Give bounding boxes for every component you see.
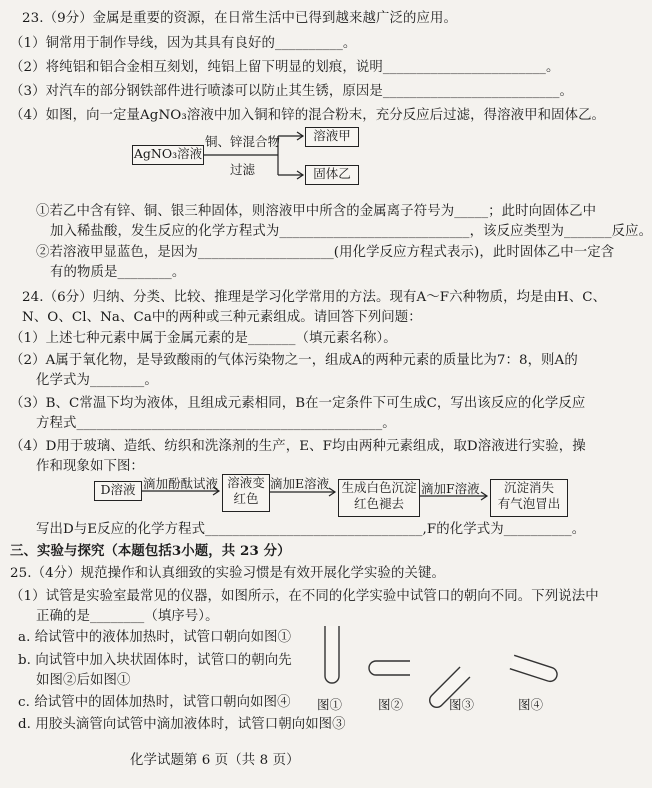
agno3-solution-box: AgNO₃溶液 (132, 145, 204, 165)
q25-title: 25.（4分）规范操作和认真细致的实验习惯是有效开展化学实验的关键。 (10, 566, 445, 581)
q23-sub2a: ②若溶液甲显蓝色，是因为____________________(用化学反应方程式表示)，此时固体乙中一定含 (36, 245, 615, 260)
add-phenolphthalein-label: 滴加酚酞试液 (143, 476, 219, 491)
q23-part3: （3）对汽车的部分钢铁部件进行喷漆可以防止其生锈，原因是__________________________。 (10, 84, 574, 99)
add-e-label: 滴加E溶液 (270, 476, 330, 491)
mixture-label: 铜、锌混合物 (205, 134, 281, 149)
q23-sub2b: 有的物质是________。 (50, 265, 186, 280)
q24-part3b: 方程式_____________________________________________。 (36, 416, 396, 431)
solid-yi-box: 固体乙 (305, 165, 359, 185)
test-tube-upright-icon (325, 626, 339, 683)
q25-option-c: c. 给试管中的固体加热时，试管口朝向如图④ (18, 695, 291, 710)
q25-part1b: 正确的是________（填序号）。 (36, 609, 219, 624)
q23-sub1b: 加入稀盐酸，发生反应的化学方程式为____________________________，该反应类型为_______反应。 (50, 224, 652, 239)
precipitate-dissolves-line2: 有气泡冒出 (497, 496, 561, 511)
q23-part4: （4）如图，向一定量AgNO₃溶液中加入铜和锌的混合粉末，充分反应后过滤，得溶液甲和固体乙。 (10, 108, 606, 123)
test-tube-horizontal-icon (369, 661, 410, 675)
q24-end: 写出D与E反应的化学方程式________________________________,F的化学式为__________。 (36, 522, 586, 537)
white-precipitate-line2: 红色褪去 (353, 496, 404, 511)
fig-3-label: 图③ (449, 697, 475, 712)
q25-option-b1: b. 向试管中加入块状固体时，试管口的朝向先 (18, 653, 292, 668)
q23-part2: （2）将纯铝和铝合金相互刻划，纯铝上留下明显的划痕，说明________________________。 (10, 60, 560, 75)
page-footer: 化学试题第 6 页（共 8 页） (130, 753, 300, 768)
q24-part2b: 化学式为________。 (36, 373, 158, 388)
q24-part3a: （3）B、C常温下均为液体，且组成元素相同，B在一定条件下可生成C，写出该反应的化学反应 (10, 396, 586, 411)
q25-part1a: （1）试管是实验室最常见的仪器，如图所示，在不同的化学实验中试管口的朝向不同。下列说法中 (10, 589, 599, 604)
filter-label: 过滤 (230, 162, 256, 177)
fig-1-label: 图① (317, 697, 343, 712)
q23-title: 23.（9分）金属是重要的资源，在日常生活中已得到越来越广泛的应用。 (22, 11, 457, 26)
q24-title: 24.（6分）归纳、分类、比较、推理是学习化学常用的方法。现有A～F六种物质，均是由H、C、 (22, 290, 607, 305)
q24-title2: N、O、Cl、Na、Ca中的两种或三种元素组成。请回答下列问题： (22, 310, 422, 325)
q25-option-d: d. 用胶头滴管向试管中滴加液体时，试管口朝向如图③ (18, 717, 346, 732)
test-tube-down-icon (510, 655, 559, 683)
solution-jia-box: 溶液甲 (305, 127, 359, 147)
turns-red-line1: 溶液变 (227, 475, 265, 490)
q25-option-a: a. 给试管中的液体加热时，试管口朝向如图① (18, 630, 292, 645)
q24-part1: （1）上述七种元素中属于金属元素的是_______（填元素名称）。 (10, 331, 397, 346)
q23-sub1a: ①若乙中含有锌、铜、银三种固体，则溶液甲中所含的金属离子符号为_____；此时向固体乙中 (36, 204, 597, 219)
d-solution-box: D溶液 (94, 481, 142, 501)
q24-part4b: 作和现象如下图： (36, 459, 144, 474)
q24-part4a: （4）D用于玻璃、造纸、纺织和洗涤剂的生产，E、F均由两种元素组成，取D溶液进行实验，操 (10, 439, 586, 454)
fig-4-label: 图④ (518, 697, 544, 712)
section-3-title: 三、实验与探究（本题包括3小题，共 23 分） (10, 543, 291, 559)
precipitate-dissolves-line1: 沉淀消失 (503, 480, 554, 495)
q25-option-b2: 如图②后如图① (36, 673, 131, 688)
fig-2-label: 图② (378, 697, 404, 712)
q24-part2a: （2）A属于氧化物，是导致酸雨的气体污染物之一，组成A的两种元素的质量比为7：8，则A的 (10, 353, 578, 368)
add-f-label: 滴加F溶液 (421, 481, 480, 496)
turns-red-line2: 红色 (233, 491, 259, 506)
q23-part1: （1）铜常用于制作导线，因为其具有良好的__________。 (10, 36, 357, 51)
white-precipitate-line1: 生成白色沉淀 (341, 480, 417, 495)
